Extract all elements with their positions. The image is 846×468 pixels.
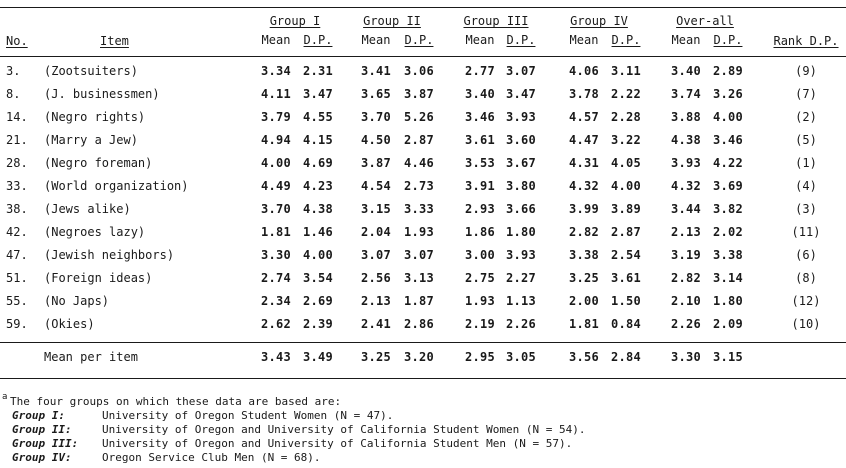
row-item: (J. businessmen) <box>44 87 160 101</box>
row-rank: (3) <box>795 202 817 216</box>
cell-value: 4.22 <box>712 156 744 170</box>
cell-value: 4.38 <box>302 202 334 216</box>
cell-value: 3.07 <box>360 248 392 262</box>
cell-value: 4.32 <box>568 179 600 193</box>
summary-value: 3.15 <box>712 350 744 364</box>
summary-value: 2.84 <box>610 350 642 364</box>
summary-rule <box>0 342 846 343</box>
cell-value: 4.05 <box>610 156 642 170</box>
cell-value: 3.91 <box>464 179 496 193</box>
cell-value: 3.70 <box>260 202 292 216</box>
row-rank: (12) <box>791 294 821 308</box>
column-dp: D.P. <box>611 33 641 47</box>
cell-value: 3.61 <box>610 271 642 285</box>
cell-value: 2.00 <box>568 294 600 308</box>
cell-value: 4.54 <box>360 179 392 193</box>
cell-value: 3.65 <box>360 87 392 101</box>
cell-value: 3.30 <box>260 248 292 262</box>
column-mean: Mean <box>569 33 599 47</box>
cell-value: 3.26 <box>712 87 744 101</box>
cell-value: 2.54 <box>610 248 642 262</box>
cell-value: 2.56 <box>360 271 392 285</box>
cell-value: 3.93 <box>505 248 537 262</box>
cell-value: 1.93 <box>464 294 496 308</box>
cell-value: 3.46 <box>712 133 744 147</box>
cell-value: 2.28 <box>610 110 642 124</box>
cell-value: 2.89 <box>712 64 744 78</box>
top-rule <box>0 7 846 8</box>
row-item: (Negro foreman) <box>44 156 153 170</box>
cell-value: 3.53 <box>464 156 496 170</box>
cell-value: 3.38 <box>712 248 744 262</box>
row-item: (Negroes lazy) <box>44 225 146 239</box>
cell-value: 4.55 <box>302 110 334 124</box>
cell-value: 3.93 <box>670 156 702 170</box>
row-rank: (5) <box>795 133 817 147</box>
cell-value: 3.06 <box>403 64 435 78</box>
cell-value: 4.49 <box>260 179 292 193</box>
cell-value: 3.87 <box>360 156 392 170</box>
row-item: (Okies) <box>44 317 95 331</box>
cell-value: 4.47 <box>568 133 600 147</box>
cell-value: 2.26 <box>505 317 537 331</box>
cell-value: 3.47 <box>302 87 334 101</box>
cell-value: 2.13 <box>670 225 702 239</box>
row-item: (Negro rights) <box>44 110 146 124</box>
cell-value: 2.13 <box>360 294 392 308</box>
row-rank: (2) <box>795 110 817 124</box>
summary-value: 3.05 <box>505 350 537 364</box>
bottom-rule <box>0 378 846 379</box>
cell-value: 3.22 <box>610 133 642 147</box>
cell-value: 2.41 <box>360 317 392 331</box>
cell-value: 2.69 <box>302 294 334 308</box>
cell-value: 2.62 <box>260 317 292 331</box>
cell-value: 3.15 <box>360 202 392 216</box>
footnote-intro: The four groups on which these data are based are: <box>10 395 342 408</box>
cell-value: 4.38 <box>670 133 702 147</box>
cell-value: 3.47 <box>505 87 537 101</box>
cell-value: 4.23 <box>302 179 334 193</box>
footnote-group-text: Oregon Service Club Men (N = 68). <box>102 451 321 464</box>
column-dp: D.P. <box>404 33 434 47</box>
footnote-group-label: Group II: <box>12 423 72 436</box>
cell-value: 3.93 <box>505 110 537 124</box>
footnote-group-text: University of Oregon Student Women (N = 47). <box>102 409 394 422</box>
cell-value: 3.07 <box>403 248 435 262</box>
cell-value: 3.19 <box>670 248 702 262</box>
cell-value: 3.67 <box>505 156 537 170</box>
cell-value: 2.04 <box>360 225 392 239</box>
group-heading: Group I <box>269 14 321 28</box>
cell-value: 3.80 <box>505 179 537 193</box>
row-item: (Foreign ideas) <box>44 271 153 285</box>
cell-value: 3.82 <box>712 202 744 216</box>
cell-value: 3.99 <box>568 202 600 216</box>
cell-value: 2.82 <box>670 271 702 285</box>
cell-value: 4.32 <box>670 179 702 193</box>
cell-value: 4.11 <box>260 87 292 101</box>
row-item: (Jews alike) <box>44 202 131 216</box>
footnote-group-label: Group IV: <box>12 451 72 464</box>
cell-value: 4.46 <box>403 156 435 170</box>
cell-value: 5.26 <box>403 110 435 124</box>
cell-value: 3.61 <box>464 133 496 147</box>
row-rank: (1) <box>795 156 817 170</box>
cell-value: 4.57 <box>568 110 600 124</box>
summary-value: 3.20 <box>403 350 435 364</box>
cell-value: 4.00 <box>260 156 292 170</box>
header-rule <box>0 56 846 57</box>
row-rank: (4) <box>795 179 817 193</box>
row-number: 8. <box>6 87 21 101</box>
row-number: 3. <box>6 64 21 78</box>
row-rank: (9) <box>795 64 817 78</box>
summary-label: Mean per item <box>44 350 138 364</box>
column-dp: D.P. <box>713 33 743 47</box>
cell-value: 3.70 <box>360 110 392 124</box>
cell-value: 4.00 <box>610 179 642 193</box>
cell-value: 1.13 <box>505 294 537 308</box>
row-number: 59. <box>6 317 28 331</box>
cell-value: 3.74 <box>670 87 702 101</box>
column-item: Item <box>100 34 129 48</box>
cell-value: 1.50 <box>610 294 642 308</box>
cell-value: 3.89 <box>610 202 642 216</box>
summary-value: 3.30 <box>670 350 702 364</box>
cell-value: 2.27 <box>505 271 537 285</box>
cell-value: 1.80 <box>505 225 537 239</box>
cell-value: 3.13 <box>403 271 435 285</box>
summary-value: 3.56 <box>568 350 600 364</box>
cell-value: 2.31 <box>302 64 334 78</box>
cell-value: 3.79 <box>260 110 292 124</box>
cell-value: 4.94 <box>260 133 292 147</box>
cell-value: 1.80 <box>712 294 744 308</box>
cell-value: 3.07 <box>505 64 537 78</box>
cell-value: 3.14 <box>712 271 744 285</box>
row-number: 55. <box>6 294 28 308</box>
row-number: 42. <box>6 225 28 239</box>
cell-value: 2.26 <box>670 317 702 331</box>
cell-value: 3.78 <box>568 87 600 101</box>
footnote-group-text: University of Oregon and University of California Student Women (N = 54). <box>102 423 586 436</box>
cell-value: 2.82 <box>568 225 600 239</box>
cell-value: 1.46 <box>302 225 334 239</box>
row-number: 14. <box>6 110 28 124</box>
row-rank: (7) <box>795 87 817 101</box>
cell-value: 2.19 <box>464 317 496 331</box>
cell-value: 3.44 <box>670 202 702 216</box>
cell-value: 4.06 <box>568 64 600 78</box>
cell-value: 3.33 <box>403 202 435 216</box>
footnote-group-label: Group I: <box>12 409 65 422</box>
cell-value: 1.86 <box>464 225 496 239</box>
cell-value: 2.77 <box>464 64 496 78</box>
cell-value: 2.02 <box>712 225 744 239</box>
cell-value: 2.87 <box>403 133 435 147</box>
group-heading: Group IV <box>570 14 628 28</box>
cell-value: 2.22 <box>610 87 642 101</box>
cell-value: 1.81 <box>260 225 292 239</box>
cell-value: 3.40 <box>464 87 496 101</box>
cell-value: 4.31 <box>568 156 600 170</box>
summary-value: 2.95 <box>464 350 496 364</box>
column-no: No. <box>6 34 28 48</box>
cell-value: 3.54 <box>302 271 334 285</box>
cell-value: 0.84 <box>610 317 642 331</box>
column-mean: Mean <box>465 33 495 47</box>
row-item: (Jewish neighbors) <box>44 248 175 262</box>
row-number: 38. <box>6 202 28 216</box>
row-number: 21. <box>6 133 28 147</box>
cell-value: 2.93 <box>464 202 496 216</box>
cell-value: 2.09 <box>712 317 744 331</box>
cell-value: 3.11 <box>610 64 642 78</box>
footnote-marker: a <box>2 392 8 402</box>
column-mean: Mean <box>261 33 291 47</box>
column-rank: Rank D.P. <box>773 34 839 48</box>
row-item: (No Japs) <box>44 294 110 308</box>
cell-value: 3.25 <box>568 271 600 285</box>
cell-value: 2.75 <box>464 271 496 285</box>
row-number: 33. <box>6 179 28 193</box>
row-number: 51. <box>6 271 28 285</box>
column-dp: D.P. <box>303 33 333 47</box>
cell-value: 3.87 <box>403 87 435 101</box>
cell-value: 3.66 <box>505 202 537 216</box>
summary-value: 3.43 <box>260 350 292 364</box>
cell-value: 2.10 <box>670 294 702 308</box>
row-number: 28. <box>6 156 28 170</box>
row-number: 47. <box>6 248 28 262</box>
row-rank: (6) <box>795 248 817 262</box>
cell-value: 2.74 <box>260 271 292 285</box>
summary-value: 3.25 <box>360 350 392 364</box>
cell-value: 2.39 <box>302 317 334 331</box>
group-heading: Group II <box>363 14 421 28</box>
cell-value: 2.87 <box>610 225 642 239</box>
row-item: (Marry a Jew) <box>44 133 138 147</box>
footnote-group-text: University of Oregon and University of California Student Men (N = 57). <box>102 437 573 450</box>
cell-value: 1.81 <box>568 317 600 331</box>
column-mean: Mean <box>361 33 391 47</box>
row-rank: (11) <box>791 225 821 239</box>
column-mean: Mean <box>671 33 701 47</box>
group-heading: Group III <box>463 14 529 28</box>
footnote-group-label: Group III: <box>12 437 79 450</box>
cell-value: 1.87 <box>403 294 435 308</box>
row-rank: (8) <box>795 271 817 285</box>
group-heading: Over-all <box>676 14 734 28</box>
cell-value: 3.00 <box>464 248 496 262</box>
cell-value: 4.69 <box>302 156 334 170</box>
row-rank: (10) <box>791 317 821 331</box>
cell-value: 4.15 <box>302 133 334 147</box>
cell-value: 3.41 <box>360 64 392 78</box>
cell-value: 4.00 <box>712 110 744 124</box>
row-item: (Zootsuiters) <box>44 64 138 78</box>
cell-value: 2.73 <box>403 179 435 193</box>
cell-value: 2.34 <box>260 294 292 308</box>
cell-value: 2.86 <box>403 317 435 331</box>
cell-value: 4.50 <box>360 133 392 147</box>
cell-value: 3.34 <box>260 64 292 78</box>
cell-value: 3.40 <box>670 64 702 78</box>
summary-value: 3.49 <box>302 350 334 364</box>
cell-value: 4.00 <box>302 248 334 262</box>
cell-value: 3.88 <box>670 110 702 124</box>
cell-value: 3.38 <box>568 248 600 262</box>
cell-value: 3.69 <box>712 179 744 193</box>
column-dp: D.P. <box>506 33 536 47</box>
cell-value: 3.46 <box>464 110 496 124</box>
cell-value: 1.93 <box>403 225 435 239</box>
cell-value: 3.60 <box>505 133 537 147</box>
row-item: (World organization) <box>44 179 189 193</box>
